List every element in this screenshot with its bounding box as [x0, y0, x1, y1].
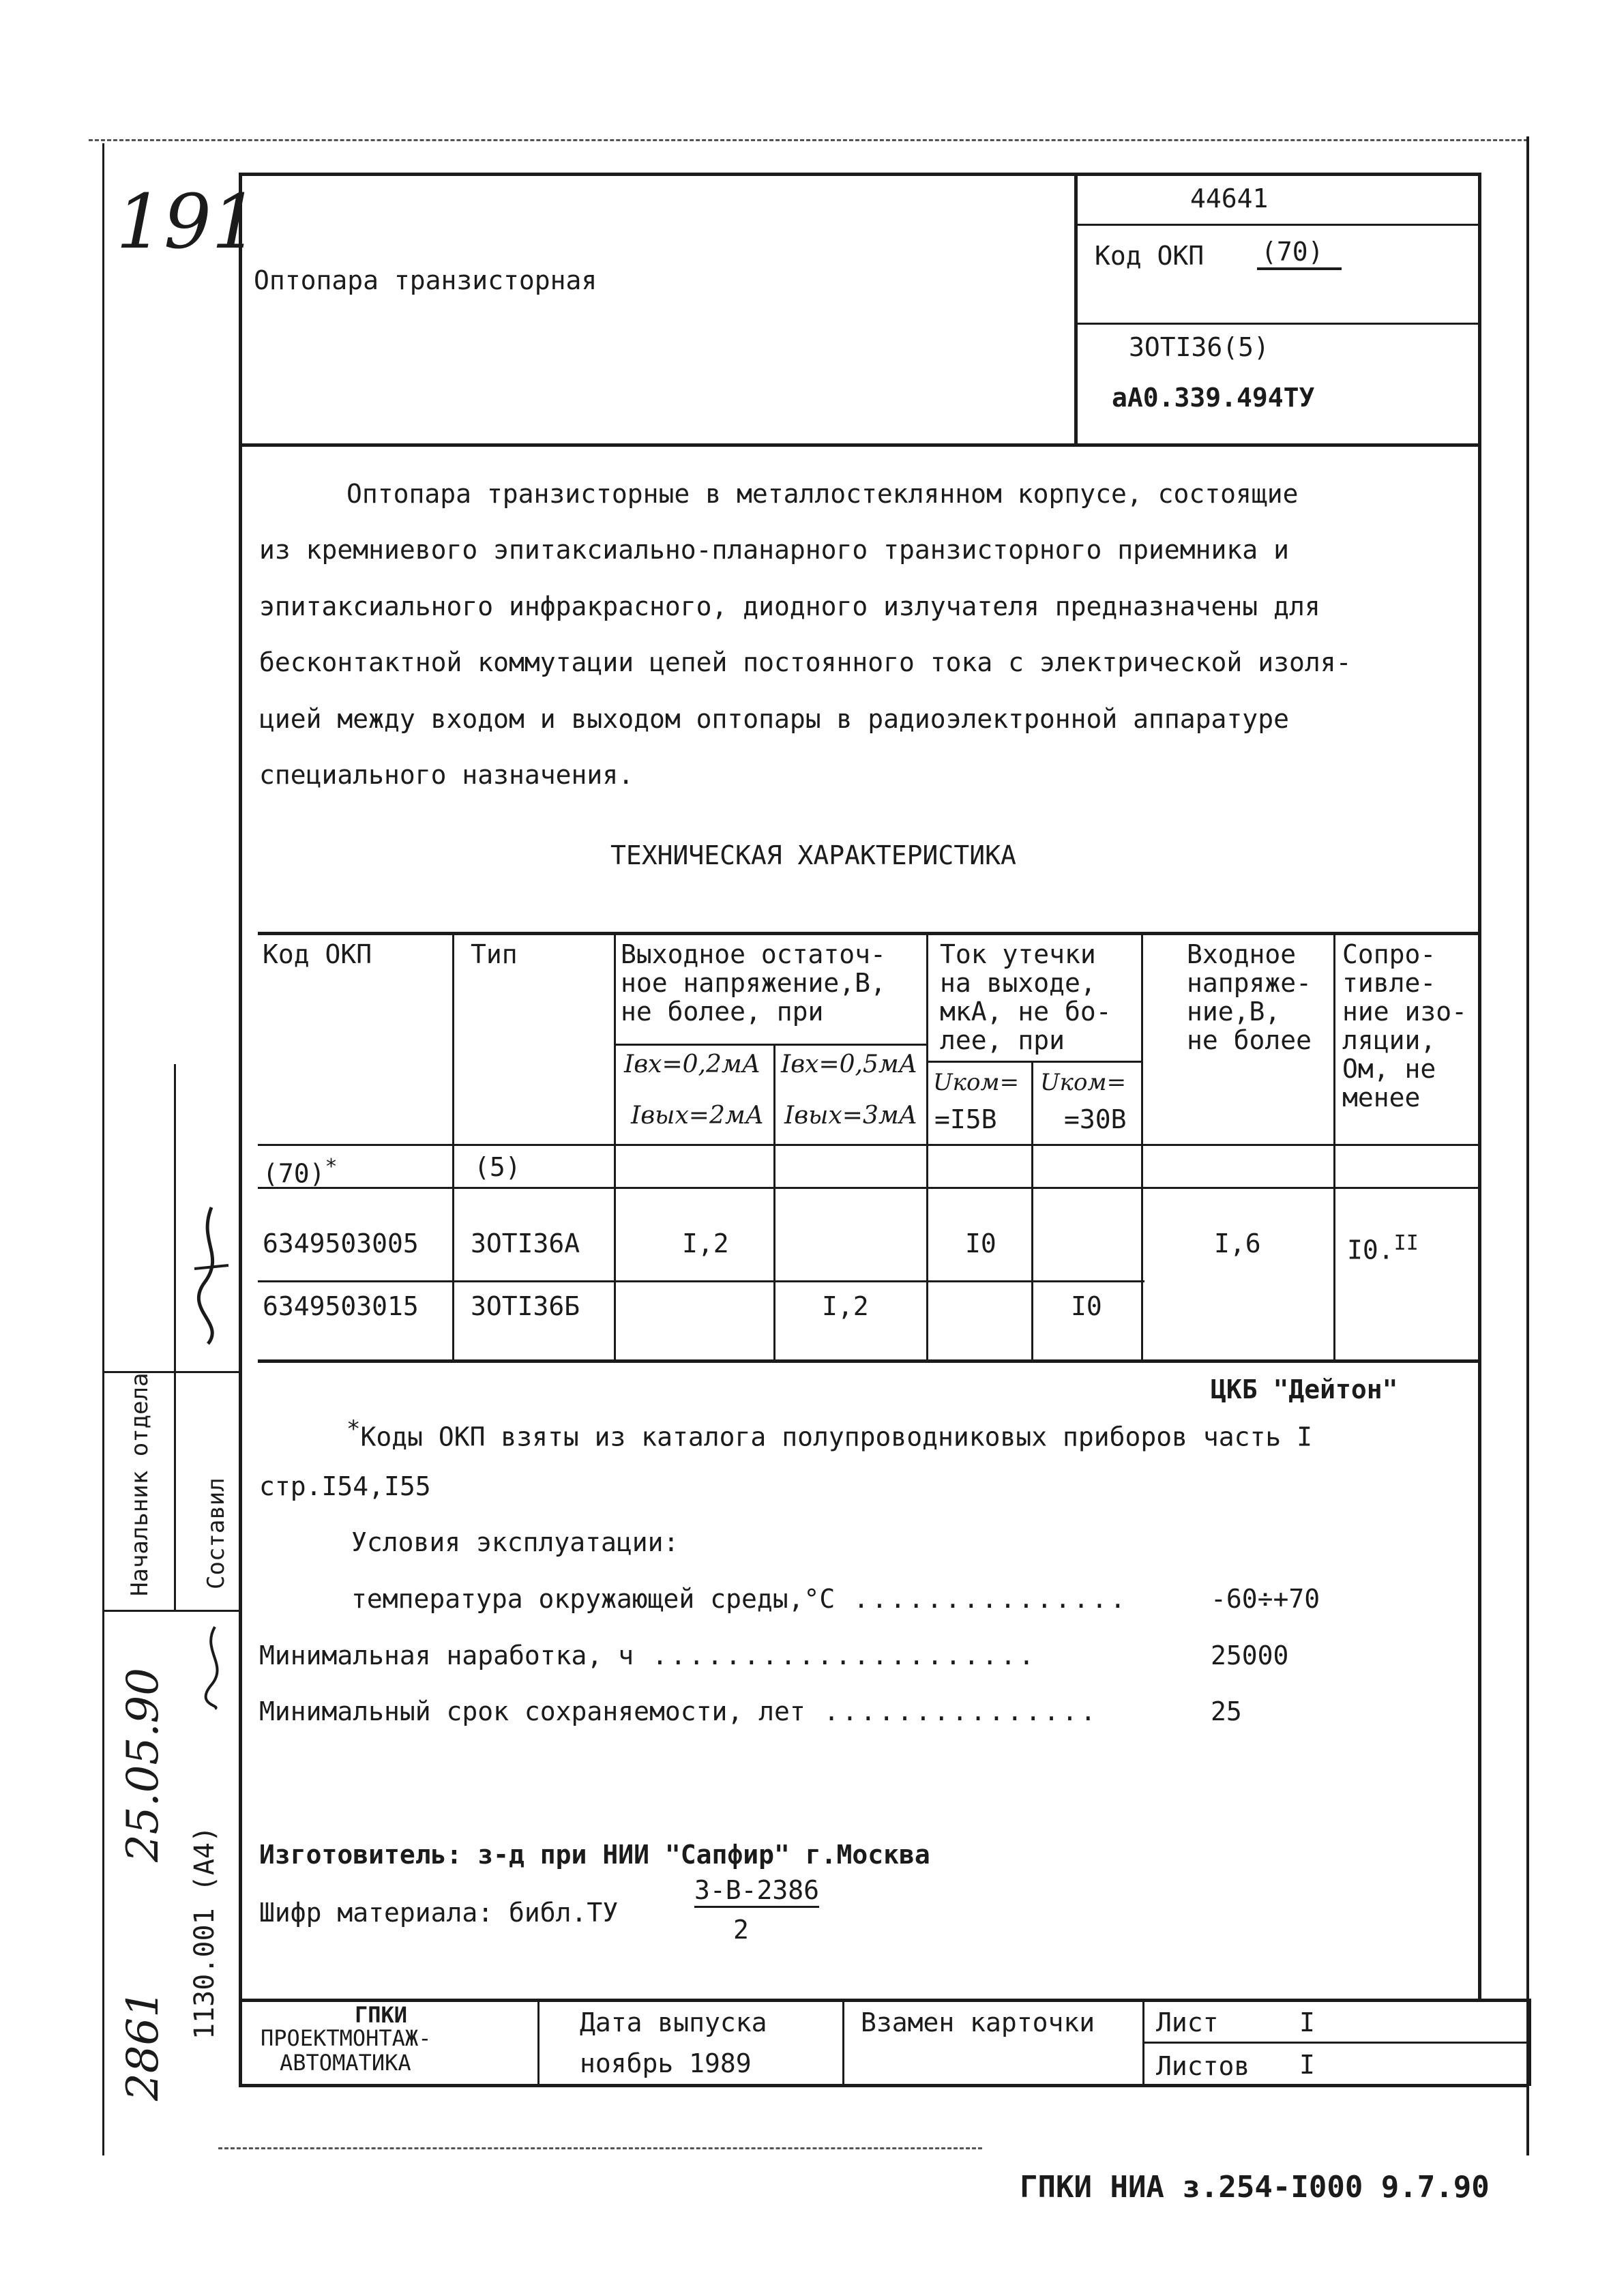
header-leakage-3: мкА, не бо-: [940, 997, 1112, 1027]
signature-note: 2861: [118, 1990, 168, 2101]
footer-top: [239, 1999, 1528, 2002]
description-line-5: цией между входом и выходом оптопары в радиоэлектронной аппаратуре: [259, 704, 1289, 734]
left-border-line: [102, 143, 104, 2155]
dept-head-label: Начальник отдела: [126, 1372, 153, 1596]
header-input-3: ние,В,: [1187, 997, 1281, 1027]
cond-2-top: Iвх=0,5мА: [781, 1050, 918, 1078]
temperature-unit: °С: [803, 1584, 836, 1614]
manufacturer: Изготовитель: з-д при НИИ "Сапфир" г.Москва: [259, 1840, 930, 1870]
row2-code: 6349503015: [263, 1291, 419, 1321]
table-row1-bottom: [258, 1280, 1144, 1282]
source-label: ЦКБ "Дейтон": [1211, 1374, 1398, 1404]
col-div-6: [1141, 932, 1143, 1359]
header-isolation-3: ние изо-: [1342, 997, 1468, 1027]
col-div-4: [926, 932, 928, 1359]
storage-value: 25: [1211, 1696, 1242, 1726]
footer-div-2: [842, 1999, 844, 2084]
temperature-label: температура окружающей среды,: [351, 1584, 804, 1614]
footnote-line: [346, 1417, 1312, 1450]
footer-right: [1528, 1999, 1531, 2086]
group-code-mark: *: [325, 1155, 338, 1179]
header-residual-3: не более, при: [621, 997, 824, 1027]
row1-isolation-base: I0.: [1347, 1235, 1394, 1265]
header-isolation-5: Ом, не: [1342, 1054, 1436, 1084]
row2-i2: I0: [1071, 1291, 1102, 1321]
header-bottom: [239, 443, 1481, 447]
cond-3-line-1: Uком=: [933, 1069, 1020, 1096]
okp-label: Код ОКП: [1095, 241, 1204, 271]
sheet-value: I: [1299, 2007, 1315, 2037]
header-leakage-2: на выходе,: [940, 968, 1096, 998]
table-top: [258, 932, 1481, 935]
form-code: 1130.001 (A4): [189, 1825, 220, 2040]
header-line-2: [1074, 323, 1481, 325]
description-line-2: из кремниевого эпитаксиально-планарного транзисторного приемника и: [259, 535, 1289, 565]
group-code-text: (70): [263, 1158, 325, 1189]
top-dashed-border: [89, 139, 1528, 141]
row1-isolation-exp: II: [1393, 1231, 1419, 1255]
cond-1-top: Iвх=0,2мА: [624, 1050, 761, 1078]
signature-mark-icon: [184, 1201, 239, 1351]
compiler-label: Составил: [203, 1477, 230, 1589]
storage-label: Минимальный срок сохраняемости, лет: [259, 1696, 806, 1726]
row1-code: 6349503005: [263, 1228, 419, 1259]
header-divider: [1074, 173, 1078, 445]
description-line-1: Оптопара транзисторные в металлостеклянном корпусе, состоящие: [346, 479, 1299, 509]
header-residual-2: ное напряжение,В,: [621, 968, 886, 998]
header-isolation-1: Сопро-: [1342, 939, 1436, 969]
header-input-2: напряже-: [1187, 968, 1312, 998]
description-line-6: специального назначения.: [259, 760, 634, 790]
footnote-pages: стр.I54,I55: [259, 1471, 431, 1501]
table-header-bottom: [258, 1144, 1481, 1146]
temperature-value: -60÷+70: [1211, 1584, 1320, 1614]
conditions-title: Условия эксплуатации:: [351, 1527, 679, 1557]
frame-left: [239, 173, 242, 2084]
section-title: ТЕХНИЧЕСКАЯ ХАРАКТЕРИСТИКА: [610, 840, 1016, 870]
date-note: 25.05.90: [118, 1668, 168, 1862]
row1-v1: I,2: [682, 1228, 729, 1259]
org-line-1: ГПКИ: [355, 2002, 408, 2028]
org-line-2: ПРОЕКТМОНТАЖ-: [261, 2025, 432, 2051]
row1-isolation: [1347, 1229, 1419, 1265]
spec-code: аА0.339.494ТУ: [1112, 383, 1315, 413]
margin-divider-bottom: [102, 1610, 242, 1612]
sub-header-line-right: [926, 1061, 1141, 1063]
cond-1-bottom: Iвых=2мА: [631, 1102, 764, 1130]
table-bottom: [258, 1359, 1481, 1363]
col-div-2: [614, 932, 616, 1359]
header-input-1: Входное: [1187, 939, 1297, 969]
col-div-5: [1031, 1061, 1033, 1359]
right-border-line: [1526, 136, 1529, 2155]
table-group-bottom: [258, 1187, 1481, 1189]
header-line-1: [1074, 224, 1481, 226]
footer-div-1: [537, 1999, 540, 2084]
group-code: [263, 1153, 338, 1188]
row1-type: 3ОТI36А: [471, 1228, 580, 1259]
header-isolation-2: тивле-: [1342, 968, 1436, 998]
sheets-value: I: [1299, 2050, 1315, 2080]
col-div-7: [1333, 932, 1335, 1359]
runtime-line: Минимальная наработка, ч .....................: [259, 1640, 1037, 1671]
frame-right: [1478, 173, 1481, 2001]
footer-sheet-line: [1142, 2042, 1528, 2044]
group-type: (5): [474, 1152, 521, 1182]
cond-4-line-1: Uком=: [1040, 1069, 1127, 1096]
header-leakage-1: Ток утечки: [940, 939, 1096, 969]
bottom-stamp: ГПКИ НИА з.254-I000 9.7.90: [1020, 2170, 1490, 2205]
footnote-mark: *: [346, 1415, 361, 1443]
header-type: Тип: [471, 939, 518, 969]
runtime-label: Минимальная наработка, ч: [259, 1640, 634, 1671]
footer-bottom: [239, 2084, 1528, 2087]
release-label: Дата выпуска: [580, 2007, 767, 2037]
cond-3-line-2: =I5В: [934, 1104, 997, 1134]
header-residual-1: Выходное остаточ-: [621, 939, 886, 969]
runtime-value: 25000: [1211, 1640, 1289, 1671]
header-isolation-6: менее: [1342, 1083, 1421, 1113]
sheet-label: Лист: [1156, 2007, 1219, 2037]
col-div-3: [773, 1044, 775, 1359]
frame-top: [239, 173, 1481, 176]
storage-line: Минимальный срок сохраняемости, лет ...............: [259, 1696, 1099, 1726]
code-number: 44641: [1190, 183, 1269, 214]
header-code: Код ОКП: [263, 939, 372, 969]
header-leakage-4: лее, при: [940, 1025, 1065, 1055]
org-line-3: АВТОМАТИКА: [280, 2050, 411, 2076]
footnote-text: Коды ОКП взяты из каталога полупроводниковых приборов часть I: [360, 1422, 1313, 1452]
cond-4-line-2: =30В: [1064, 1104, 1127, 1134]
margin-column-divider: [174, 1064, 176, 1610]
initials-mark-icon: [194, 1623, 235, 1712]
row1-i1: I0: [965, 1228, 996, 1259]
header-input-4: не более: [1187, 1025, 1312, 1055]
sheets-label: Листов: [1156, 2051, 1250, 2081]
row1-vin: I,6: [1214, 1228, 1261, 1259]
temperature-line: температура окружающей среды,°С ...............: [351, 1584, 1129, 1614]
header-isolation-4: ляции,: [1342, 1025, 1436, 1055]
sub-header-line-left: [614, 1044, 926, 1046]
release-date: ноябрь 1989: [580, 2048, 752, 2078]
material-label: Шифр материала: библ.ТУ: [259, 1898, 619, 1928]
row2-v2: I,2: [822, 1291, 869, 1321]
cond-2-bottom: Iвых=3мА: [784, 1102, 917, 1130]
handwritten-number: 191: [116, 178, 259, 265]
type-designation: 3ОТI36(5): [1129, 332, 1269, 362]
material-numerator: 3-В-2386: [694, 1877, 819, 1908]
doc-title: Оптопара транзисторная: [254, 265, 597, 295]
okp-value: (70): [1257, 239, 1342, 270]
bottom-dashed-border: [218, 2147, 982, 2149]
col-div-1: [452, 932, 454, 1359]
row2-type: 3ОТI36Б: [471, 1291, 580, 1321]
description-line-3: эпитаксиального инфракрасного, диодного излучателя предназначены для: [259, 591, 1320, 621]
description-line-4: бесконтактной коммутации цепей постоянного тока с электрической изоля-: [259, 647, 1352, 677]
material-denominator: 2: [733, 1915, 749, 1945]
margin-divider-top: [102, 1371, 242, 1373]
replaces-label: Взамен карточки: [861, 2007, 1095, 2037]
